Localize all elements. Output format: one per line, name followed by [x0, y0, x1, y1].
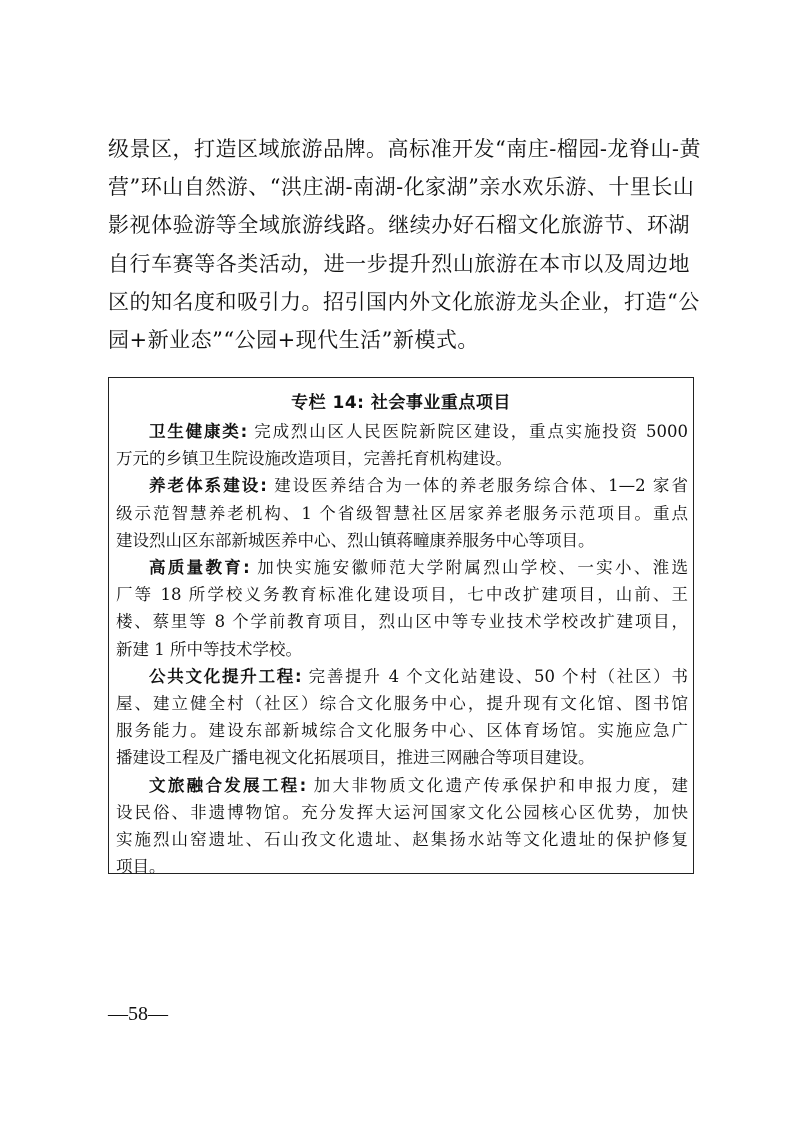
section-line: 服务能力。建设东部新城综合文化服务中心、区体育场馆。实施应急广	[116, 721, 688, 741]
section-line: 楼、蔡里等 8 个学前教育项目，烈山区中等专业技术学校改扩建项目，	[116, 612, 688, 632]
box-body	[116, 418, 688, 880]
section-first-line	[116, 554, 688, 581]
section-line: 屋、建立健全村（社区）综合文化服务中心，提升现有文化馆、图书馆	[116, 694, 688, 714]
paragraph-line: 级景区，打造区域旅游品牌。高标准开发“南庄-榴园-龙脊山-黄	[108, 137, 702, 161]
paragraph-line: 园+新业态”“公园+现代生活”新模式。	[108, 328, 479, 353]
section-text: 建设医养结合为一体的养老服务综合体、1—2 家省	[266, 476, 688, 496]
feature-box	[108, 377, 694, 877]
section-first-line	[116, 418, 688, 445]
paragraph-line: 营”环山自然游、“洪庄湖-南湖-化家湖”亲水欢乐游、十里长山	[108, 175, 695, 200]
section-text: 加大非物质文化遗产传承保护和申报力度，建	[306, 775, 688, 795]
section-text: 完成烈山区人民医院新院区建设，重点实施投资 5000	[247, 422, 688, 441]
section-line: 厂等 18 所学校义务教育标准化建设项目，七中改扩建项目，山前、王	[116, 585, 688, 605]
section-line: 设民俗、非遗博物馆。充分发挥大运河国家文化公园核心区优势，加快	[116, 802, 688, 822]
section-line: 播建设工程及广播电视文化拓展项目，推进三网融合等项目建设。	[116, 748, 595, 768]
section-first-line	[116, 663, 688, 690]
section-line: 项目。	[116, 857, 166, 877]
section-line: 万元的乡镇卫生院设施改造项目，完善托育机构建设。	[116, 449, 512, 469]
section-lead: 卫生健康类:	[149, 422, 248, 441]
page-number: —58—	[108, 1003, 168, 1025]
section-first-line	[116, 472, 688, 499]
section-lead: 养老体系建设:	[149, 476, 267, 496]
section-line: 建设烈山区东部新城医养中心、烈山镇蒋疃康养服务中心等项目。	[116, 530, 595, 550]
section-text: 加快实施安徽师范大学附属烈山学校、一实小、淮选	[249, 558, 688, 578]
paragraph-line: 自行车赛等各类活动，进一步提升烈山旅游在本市以及周边地	[108, 251, 690, 276]
section-line: 实施烈山窑遗址、石山孜文化遗址、赵集扬水站等文化遗址的保护修复	[116, 830, 688, 850]
section-line: 级示范智慧养老机构、1 个省级智慧社区居家养老服务示范项目。重点	[116, 503, 688, 523]
section-text: 完善提升 4 个文化站建设、50 个村（社区）书	[301, 666, 688, 686]
box-title: 专栏 14: 社会事业重点项目	[291, 393, 511, 413]
paragraph-line: 区的知名度和吸引力。招引国内外文化旅游龙头企业，打造“公	[108, 289, 700, 314]
section-line: 新建 1 所中等技术学校。	[116, 639, 302, 659]
body-paragraph	[108, 130, 702, 359]
section-first-line	[116, 772, 688, 799]
section-lead: 高质量教育:	[149, 558, 250, 578]
section-lead: 公共文化提升工程:	[149, 666, 302, 686]
section-lead: 文旅融合发展工程:	[149, 775, 307, 795]
paragraph-line: 影视体验游等全域旅游线路。继续办好石榴文化旅游节、环湖	[108, 213, 690, 238]
